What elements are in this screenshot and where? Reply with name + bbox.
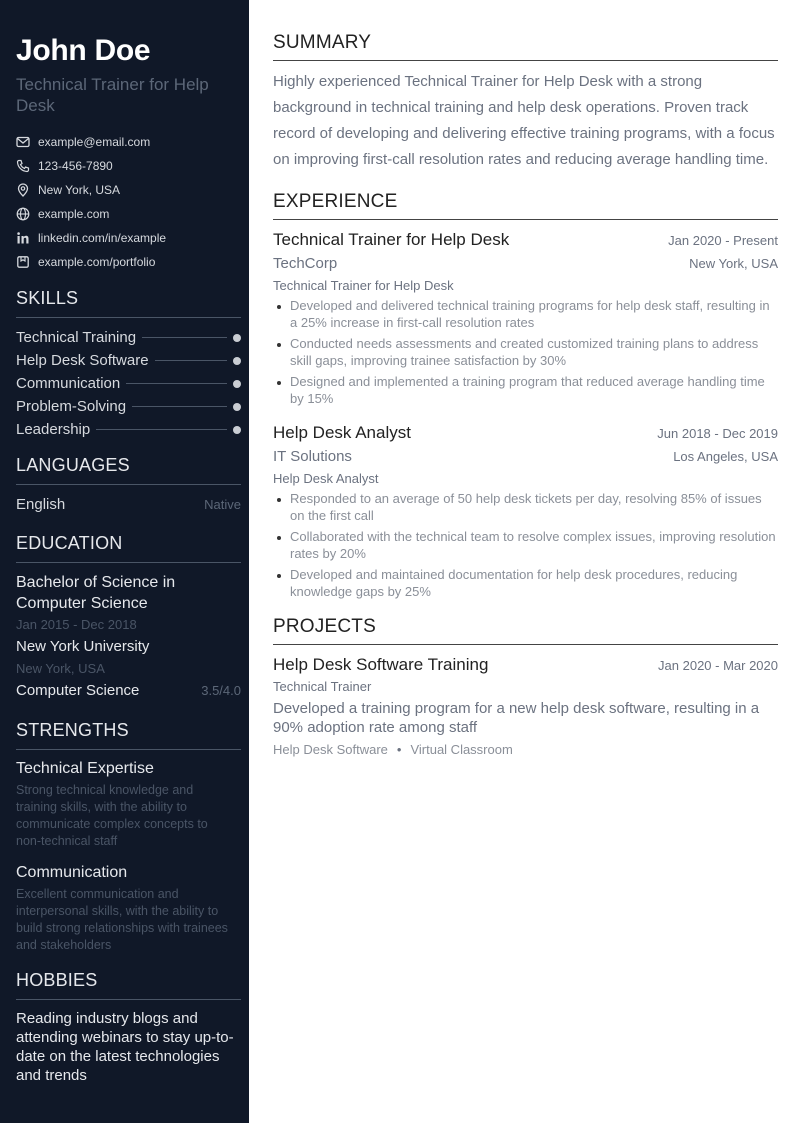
skill-label: Technical Training [16,329,137,346]
project-entry [273,653,778,761]
skill-label: Problem-Solving [16,398,127,415]
project-title: Help Desk Software Training [273,655,489,674]
globe-icon [16,207,30,221]
contact-portfolio[interactable] [16,250,241,274]
job-role: Help Desk Analyst [273,471,379,486]
education-location: New York, USA [16,661,105,676]
job-title: Technical Trainer for Help Desk [273,230,510,249]
job-location: Los Angeles, USA [673,449,778,464]
sidebar [0,0,249,1123]
language-name: English [16,495,66,513]
contact-phone[interactable] [16,154,241,178]
job-company-row [273,252,778,276]
skill-label: Leadership [16,421,91,438]
portfolio-icon [16,255,30,269]
skill-item [16,372,241,395]
skill-item [16,395,241,418]
education-gpa: 3.5/4.0 [201,683,241,698]
strength-title: Communication [16,864,128,881]
project-desc: Developed a training program for a new help desk software, resulting in a 90% adoption rate among staff [273,700,760,736]
project-role: Technical Trainer [273,679,372,694]
language-item [16,493,241,515]
project-tag: Help Desk Software [273,742,388,757]
projects-heading: PROJECTS [273,616,778,645]
skill-item [16,326,241,349]
job-bullet: Developed and delivered technical training programs for help desk staff, resulting in a 25% increase in first-call resolution rates [273,297,778,331]
linkedin-icon [16,231,30,245]
hobby-text: Reading industry blogs and attending webinars to stay up-to-date on the latest technologies and trends [16,1010,234,1084]
contact-location [16,178,241,202]
strength-title: Technical Expertise [16,760,154,777]
job-bullet: Developed and maintained documentation for help desk procedures, reducing knowledge gaps by 25% [273,566,778,600]
contact-linkedin[interactable] [16,226,241,250]
skill-dot [233,334,241,342]
summary-text: Highly experienced Technical Trainer for Help Desk with a strong background in technical training and help desk operations. Proven track record of developing and delivering effective training programs, with a focus on improving first-call resolution rates and reducing average handling time. [273,73,775,168]
tag-separator: • [396,742,402,757]
skills-heading: SKILLS [16,288,241,318]
contact-list [16,130,241,274]
envelope-icon [16,135,30,149]
contact-email[interactable] [16,130,241,154]
skill-divider [96,429,227,430]
job-company-row [273,445,778,469]
skill-divider [142,337,227,338]
skill-dot [233,426,241,434]
contact-location-text: New York, USA [38,183,121,197]
skill-dot [233,357,241,365]
main-content [273,32,778,761]
language-level: Native [204,496,241,512]
project-tags [273,739,778,761]
hobbies-heading: HOBBIES [16,970,241,1000]
job-header-row [273,421,778,445]
job-entry [273,421,778,600]
contact-email-text: example@email.com [38,135,151,149]
skill-divider [126,383,227,384]
candidate-title: Technical Trainer for Help Desk [16,75,209,115]
project-dates: Jan 2020 - Mar 2020 [658,658,778,673]
job-company: IT Solutions [273,448,352,465]
job-bullet: Collaborated with the technical team to resolve complex issues, improving resolution rates by 20% [273,528,778,562]
education-degree: Bachelor of Science in Computer Science [16,574,176,612]
location-pin-icon [16,183,30,197]
job-title: Help Desk Analyst [273,423,411,442]
skill-label: Communication [16,375,121,392]
education-school: New York University [16,638,150,655]
job-bullet: Conducted needs assessments and created customized training plans to address skill gaps, improving trainee satisfaction by 30% [273,335,778,369]
summary-heading: SUMMARY [273,32,778,61]
skill-dot [233,403,241,411]
job-bullets [273,297,778,407]
contact-portfolio-text: example.com/portfolio [38,255,156,269]
job-role: Technical Trainer for Help Desk [273,278,454,293]
education-heading: EDUCATION [16,533,241,563]
skill-divider [132,406,227,407]
languages-heading: LANGUAGES [16,455,241,485]
education-dates: Jan 2015 - Dec 2018 [16,617,137,632]
experience-heading: EXPERIENCE [273,191,778,220]
job-bullets [273,490,778,600]
job-location: New York, USA [689,256,778,271]
skill-dot [233,380,241,388]
contact-phone-text: 123-456-7890 [38,159,113,173]
job-bullet: Responded to an average of 50 help desk tickets per day, resolving 85% of issues on the first call [273,490,778,524]
contact-website-text: example.com [38,207,110,221]
strength-desc: Strong technical knowledge and training skills, with the ability to communicate complex concepts to non-technical staff [16,783,208,848]
skill-item [16,418,241,441]
skills-list [16,326,241,441]
contact-website[interactable] [16,202,241,226]
project-header-row [273,653,778,677]
job-dates: Jan 2020 - Present [668,233,778,248]
job-company: TechCorp [273,255,338,272]
strength-desc: Excellent communication and interpersonal skills, with the ability to build strong relationships with trainees and stakeholders [16,887,228,952]
education-field: Computer Science [16,682,140,699]
job-bullet: Designed and implemented a training program that reduced average handling time by 15% [273,373,778,407]
strengths-heading: STRENGTHS [16,720,241,750]
education-field-row [16,680,241,702]
job-header-row [273,228,778,252]
skill-item [16,349,241,372]
skill-label: Help Desk Software [16,352,149,369]
contact-linkedin-text: linkedin.com/in/example [38,231,167,245]
project-tag: Virtual Classroom [410,742,513,757]
job-entry [273,228,778,407]
job-dates: Jun 2018 - Dec 2019 [657,426,778,441]
skill-divider [155,360,227,361]
candidate-name: John Doe [16,34,151,67]
phone-icon [16,159,30,173]
